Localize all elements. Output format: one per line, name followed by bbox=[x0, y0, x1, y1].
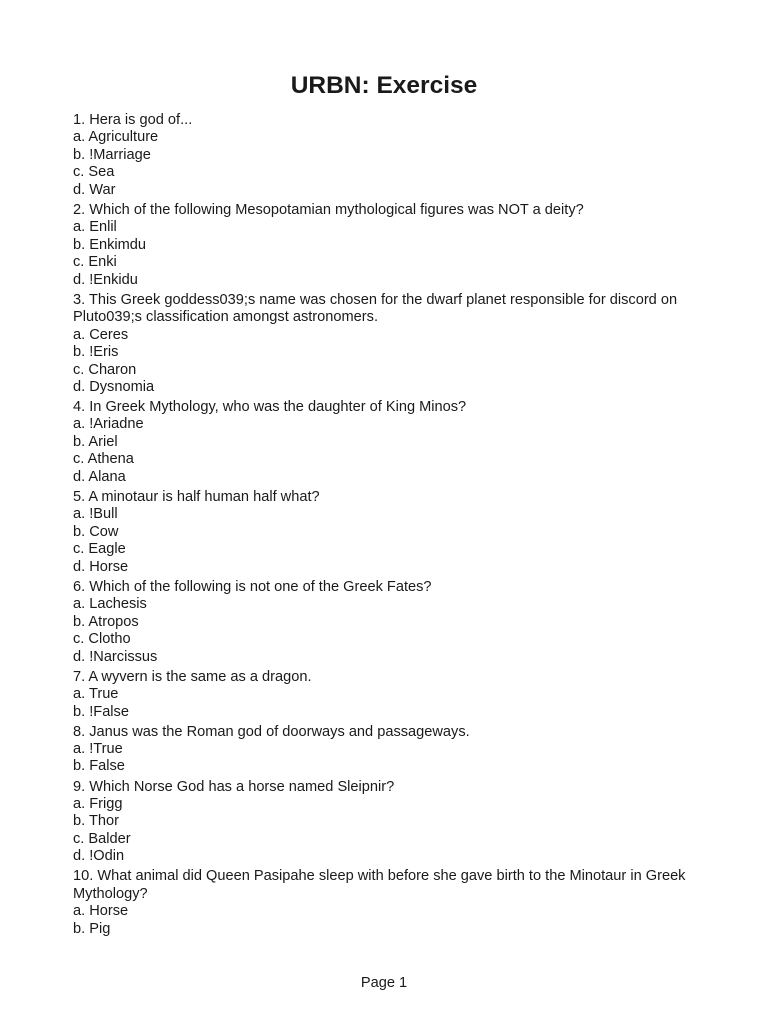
question-text: 5. A minotaur is half human half what? bbox=[73, 488, 320, 505]
answer-option: b. Cow bbox=[73, 523, 119, 540]
question-text: 7. A wyvern is the same as a dragon. bbox=[73, 668, 312, 685]
answer-options bbox=[73, 506, 713, 576]
answer-option: d. Horse bbox=[73, 558, 129, 575]
answer-option: a. !True bbox=[73, 741, 123, 758]
answer-options bbox=[73, 596, 713, 666]
answer-options bbox=[73, 129, 713, 199]
question-list bbox=[73, 112, 713, 941]
question-text: 6. Which of the following is not one of the Greek Fates? bbox=[73, 578, 432, 595]
question-text: 8. Janus was the Roman god of doorways and passageways. bbox=[73, 723, 470, 740]
question-block bbox=[73, 489, 713, 576]
page-title: URBN: Exercise bbox=[290, 72, 478, 99]
answer-option: b. !Marriage bbox=[73, 146, 151, 163]
question-text: 3. This Greek goddess039;s name was chosen for the dwarf planet responsible for discord on Pluto039;s classification amongst astronomers. bbox=[73, 291, 678, 326]
answer-options bbox=[73, 741, 713, 776]
question-text: 2. Which of the following Mesopotamian mythological figures was NOT a deity? bbox=[73, 201, 584, 218]
answer-option: a. !Ariadne bbox=[73, 416, 144, 433]
answer-option: d. War bbox=[73, 181, 116, 198]
answer-options bbox=[73, 327, 713, 397]
answer-options bbox=[73, 686, 713, 721]
question-block bbox=[73, 779, 713, 866]
answer-option: a. !Bull bbox=[73, 506, 118, 523]
answer-option: b. Enkimdu bbox=[73, 236, 147, 253]
answer-option: a. True bbox=[73, 686, 119, 703]
answer-option: d. Dysnomia bbox=[73, 378, 155, 395]
answer-option: b. Pig bbox=[73, 920, 111, 937]
answer-option: c. Eagle bbox=[73, 541, 126, 558]
question-block bbox=[73, 202, 713, 289]
question-text: 9. Which Norse God has a horse named Sleipnir? bbox=[73, 778, 395, 795]
question-block bbox=[73, 669, 713, 721]
answer-option: d. !Enkidu bbox=[73, 271, 138, 288]
question-block bbox=[73, 724, 713, 776]
answer-option: c. Balder bbox=[73, 830, 131, 847]
answer-option: b. !Eris bbox=[73, 344, 119, 361]
question-text: 4. In Greek Mythology, who was the daughter of King Minos? bbox=[73, 399, 467, 416]
question-text: 10. What animal did Queen Pasipahe sleep with before she gave birth to the Minotaur in Greek Mythology? bbox=[73, 868, 686, 902]
answer-options bbox=[73, 796, 713, 866]
answer-option: c. Clotho bbox=[73, 631, 131, 648]
answer-option: b. Thor bbox=[73, 813, 119, 830]
answer-option: a. Agriculture bbox=[73, 129, 159, 146]
question-block bbox=[73, 112, 713, 199]
answer-options bbox=[73, 219, 713, 289]
question-block bbox=[73, 579, 713, 666]
answer-options bbox=[73, 903, 713, 938]
answer-option: a. Lachesis bbox=[73, 596, 147, 613]
question-block bbox=[73, 868, 713, 938]
question-block bbox=[73, 292, 713, 397]
answer-option: b. False bbox=[73, 758, 125, 775]
answer-option: d. !Narcissus bbox=[73, 648, 158, 665]
answer-option: c. Charon bbox=[73, 361, 137, 378]
question-text: 1. Hera is god of... bbox=[73, 112, 193, 128]
answer-option: a. Frigg bbox=[73, 795, 123, 812]
answer-option: b. Atropos bbox=[73, 613, 139, 630]
answer-option: a. Horse bbox=[73, 903, 129, 920]
question-block bbox=[73, 399, 713, 486]
answer-option: b. !False bbox=[73, 703, 129, 720]
answer-option: c. Sea bbox=[73, 164, 115, 181]
answer-option: c. Athena bbox=[73, 451, 134, 468]
answer-option: b. Ariel bbox=[73, 433, 118, 450]
answer-option: c. Enki bbox=[73, 254, 117, 271]
answer-option: a. Enlil bbox=[73, 219, 117, 236]
answer-option: d. Alana bbox=[73, 468, 126, 485]
answer-options bbox=[73, 416, 713, 486]
answer-option: a. Ceres bbox=[73, 326, 129, 343]
page-number: Page 1 bbox=[360, 975, 408, 991]
answer-option: d. !Odin bbox=[73, 848, 125, 865]
